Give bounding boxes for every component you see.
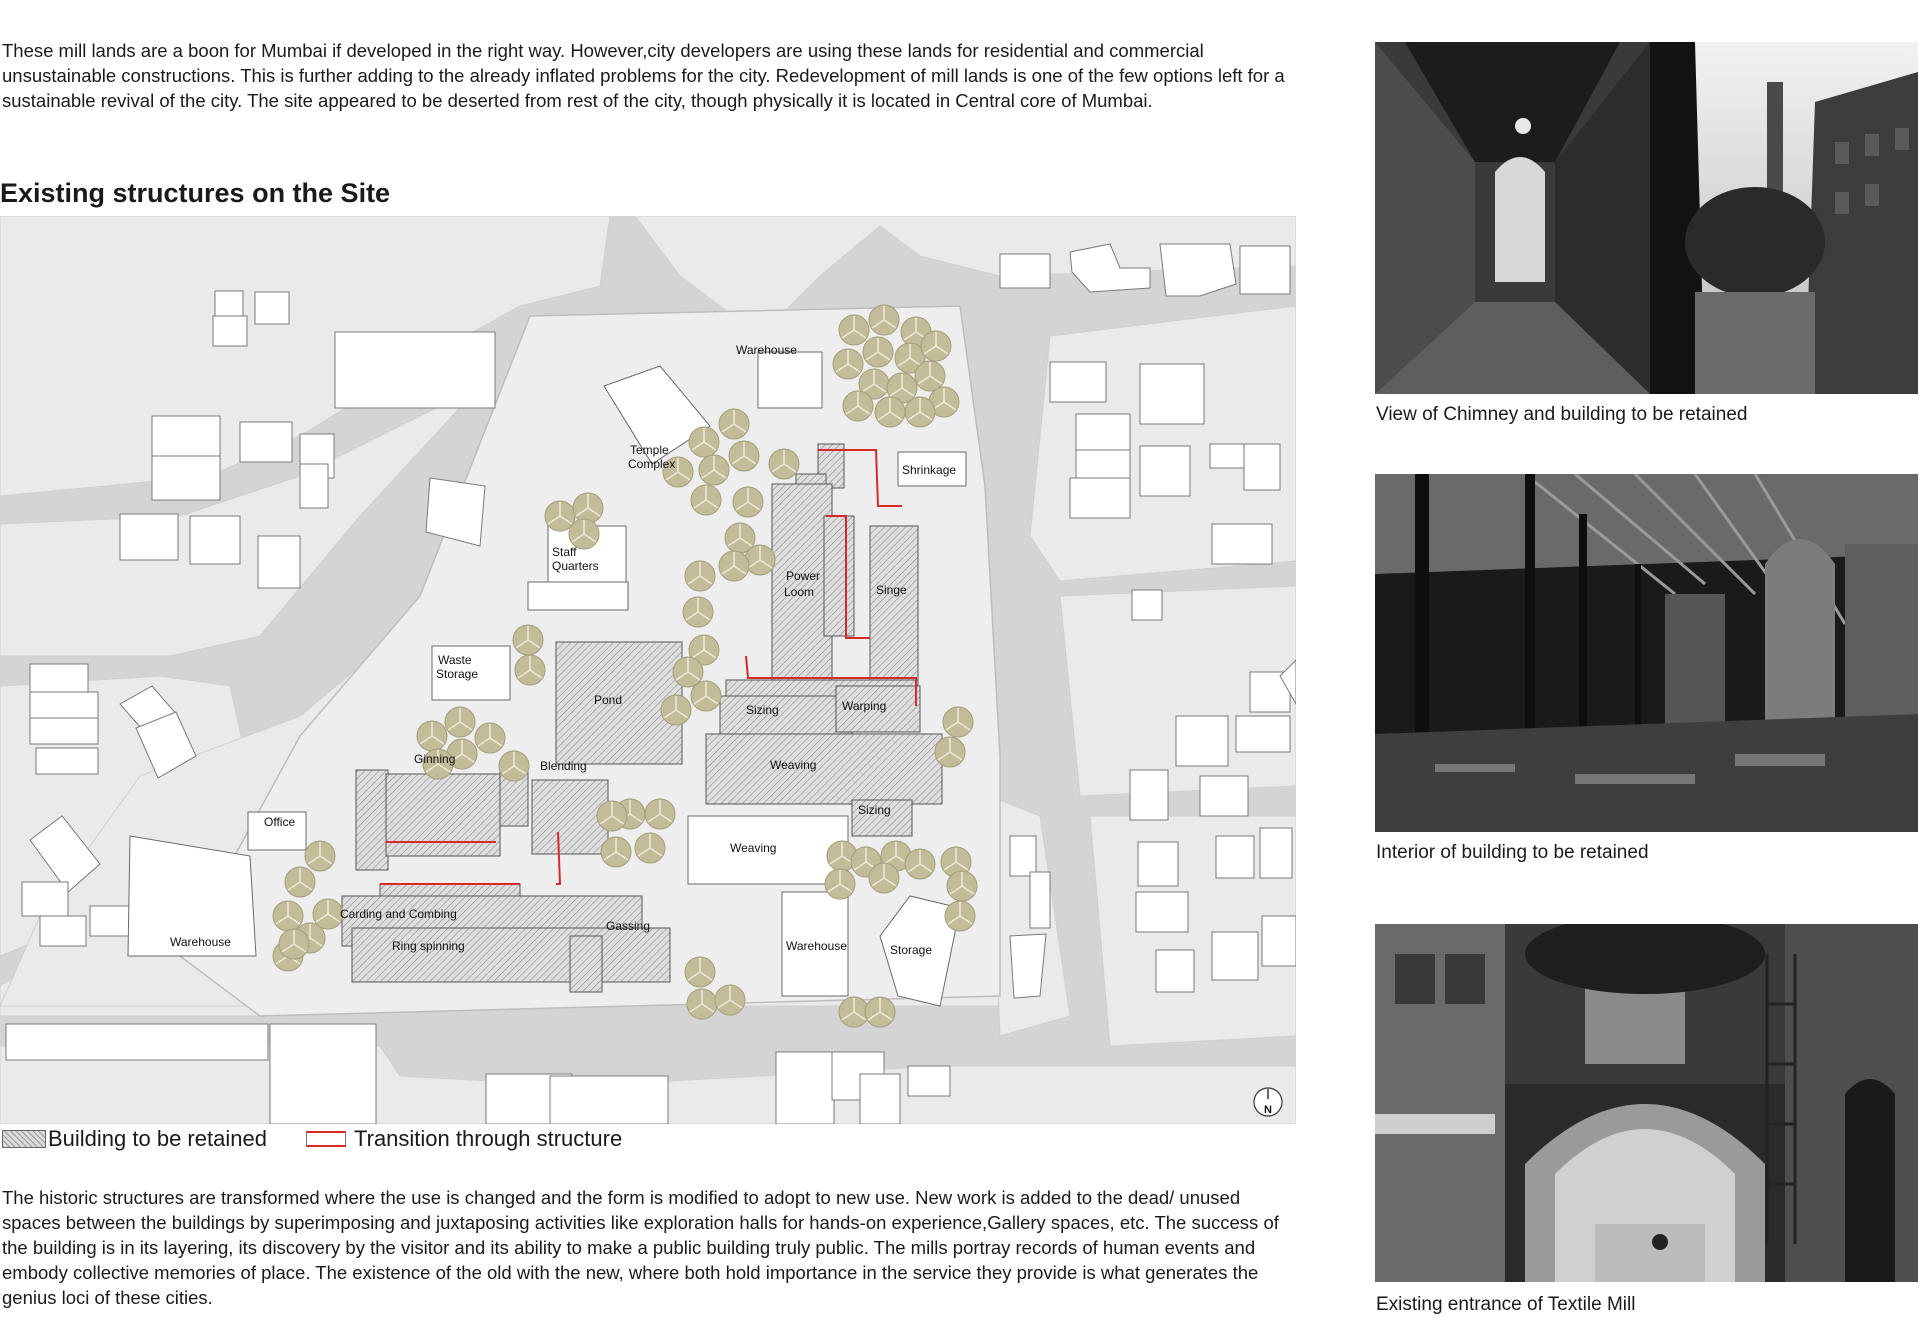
legend-retained-label: Building to be retained xyxy=(48,1126,267,1151)
label-temple-complex: Complex xyxy=(628,457,676,471)
label-carding-combing: Carding and Combing xyxy=(340,907,457,921)
label-storage: Storage xyxy=(890,943,933,957)
legend-transition-label: Transition through structure xyxy=(354,1126,623,1151)
label-blending: Blending xyxy=(540,759,587,773)
north-arrow-icon xyxy=(1254,1088,1282,1116)
label-power-loom: Loom xyxy=(784,585,815,599)
outro-paragraph: The historic structures are transformed where the use is changed and the form is modified to adopt to new use. New work is added to the dead/ unused spaces between the buildings by superimposing and juxtaposing activities like exploration halls for hands-on experience,Gallery spaces, etc. The success of the building is in its layering, its discovery by the visitor and its ability to make a public building truly public. The mills portray records of human events and embody collective memories of place. The existence of the old with the new, where both hold importance in the service they provide is what generates the genius loci of these cities. xyxy=(2,1187,1279,1308)
photo-caption-interior: Interior of building to be retained xyxy=(1376,842,1649,863)
label-weaving: Weaving xyxy=(730,841,777,855)
photo-chimney-building xyxy=(1375,42,1918,394)
north-label: N xyxy=(1264,1104,1272,1116)
transition-swatch-icon xyxy=(306,1131,346,1147)
photo-entrance xyxy=(1375,924,1918,1282)
label-power: Power xyxy=(786,569,821,583)
legend-retained xyxy=(2,1126,267,1152)
label-pond: Pond xyxy=(594,693,623,707)
label-sizing-lower: Sizing xyxy=(858,803,891,817)
label-gassing: Gassing xyxy=(606,919,651,933)
label-warping: Warping xyxy=(842,699,887,713)
label-waste: Waste xyxy=(438,653,472,667)
photo-interior xyxy=(1375,474,1918,832)
label-office: Office xyxy=(264,815,296,829)
label-shrinkage: Shrinkage xyxy=(902,463,957,477)
label-staff: Staff xyxy=(552,545,577,559)
label-weaving-retained: Weaving xyxy=(770,758,817,772)
label-singe: Singe xyxy=(876,583,907,597)
site-plan-map xyxy=(0,216,1296,1124)
hatch-swatch-icon xyxy=(2,1130,46,1148)
label-ring-spinning: Ring spinning xyxy=(392,939,465,953)
label-warehouse-left: Warehouse xyxy=(170,935,231,949)
label-ginning: Ginning xyxy=(414,752,456,766)
label-sizing-upper: Sizing xyxy=(746,703,779,717)
intro-paragraph: These mill lands are a boon for Mumbai if developed in the right way. However,city developers are using these lands for residential and commercial unsustainable constructions. This is further adding to the already inflated problems for the city. Redevelopment of mill lands is one of the few options left for a sustainable revival of the city. The site appeared to be deserted from rest of the city, though physically it is located in Central core of Mumbai. xyxy=(2,40,1285,111)
label-temple: Temple xyxy=(630,443,669,457)
photo-caption-entrance: Existing entrance of Textile Mill xyxy=(1376,1294,1636,1315)
label-waste-storage: Storage xyxy=(436,667,479,681)
section-heading: Existing structures on the Site xyxy=(0,178,391,208)
label-warehouse-top: Warehouse xyxy=(736,343,797,357)
legend-transition xyxy=(306,1126,622,1152)
label-warehouse-right: Warehouse xyxy=(786,939,847,953)
label-staff-quarters: Quarters xyxy=(552,559,599,573)
photo-caption-chimney: View of Chimney and building to be retained xyxy=(1376,404,1748,425)
